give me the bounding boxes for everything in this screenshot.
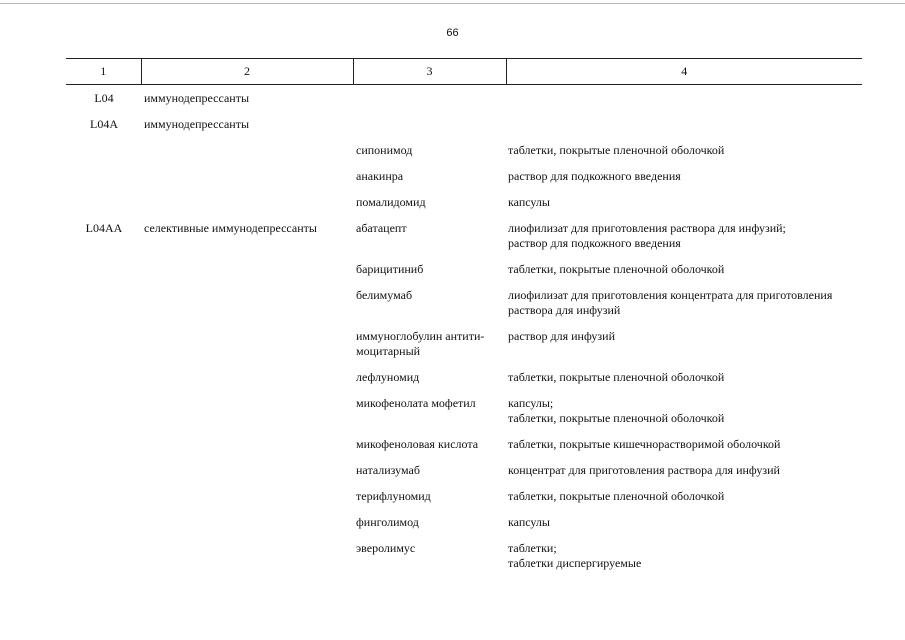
- drug-name: [356, 169, 506, 184]
- dosage-form: [508, 370, 868, 385]
- drug-name-line: эверолимус: [356, 541, 416, 555]
- drug-name: [356, 329, 506, 359]
- drug-name: [356, 541, 506, 556]
- dosage-form: [508, 221, 868, 251]
- drug-name-line: иммуноглобулин антити-: [356, 329, 485, 343]
- drug-name-line: барицитиниб: [356, 262, 424, 276]
- atc-code: L04AA: [85, 221, 123, 235]
- dosage-form-line: таблетки диспергируемые: [508, 556, 642, 570]
- drug-name: [356, 370, 506, 385]
- group-name: иммунодепрессанты: [144, 91, 250, 105]
- drug-name-line: помалидомид: [356, 195, 426, 209]
- dosage-form-line: таблетки, покрытые кишечнорастворимой оболочкой: [508, 437, 781, 451]
- dosage-form-line: раствор для подкожного введения: [508, 236, 681, 250]
- dosage-form: [508, 143, 868, 158]
- drug-name-line: моцитарный: [356, 344, 421, 358]
- drug-name: [356, 396, 506, 411]
- dosage-form-line: капсулы: [508, 195, 550, 209]
- dosage-form: [508, 396, 868, 426]
- group-name: иммунодепрессанты: [144, 117, 250, 131]
- drug-name-line: микофеноловая кислота: [356, 437, 479, 451]
- atc-code: L04A: [90, 117, 118, 131]
- drug-name: [356, 143, 506, 158]
- drug-name: [356, 463, 506, 478]
- drug-name-line: белимумаб: [356, 288, 413, 302]
- dosage-form-line: лиофилизат для приготовления концентрата для приготовления: [508, 288, 833, 302]
- dosage-form-line: раствор для инфузий: [508, 329, 615, 343]
- column-header-2: 2: [141, 59, 353, 85]
- dosage-form: [508, 262, 868, 277]
- drug-name: [356, 437, 506, 452]
- drug-name-line: натализумаб: [356, 463, 420, 477]
- top-rule: [0, 3, 905, 4]
- column-header-4: 4: [506, 59, 862, 85]
- drug-name-line: абатацепт: [356, 221, 407, 235]
- dosage-form-line: таблетки;: [508, 541, 557, 555]
- page-number: 66: [446, 27, 459, 39]
- dosage-form-line: концентрат для приготовления раствора для инфузий: [508, 463, 780, 477]
- dosage-form: [508, 463, 868, 478]
- drug-name-line: микофенолата мофетил: [356, 396, 476, 410]
- dosage-form-line: раствора для инфузий: [508, 303, 621, 317]
- dosage-form-line: таблетки, покрытые пленочной оболочкой: [508, 411, 725, 425]
- column-header-3: 3: [353, 59, 506, 85]
- drug-name: [356, 195, 506, 210]
- atc-code: L04: [94, 91, 114, 105]
- column-header-table: [66, 58, 862, 85]
- dosage-form-line: таблетки, покрытые пленочной оболочкой: [508, 262, 725, 276]
- dosage-form-line: таблетки, покрытые пленочной оболочкой: [508, 143, 725, 157]
- drug-name: [356, 262, 506, 277]
- dosage-form: [508, 329, 868, 344]
- drug-name: [356, 221, 506, 236]
- group-name: селективные иммунодепрессанты: [144, 221, 317, 235]
- dosage-form-line: таблетки, покрытые пленочной оболочкой: [508, 370, 725, 384]
- dosage-form: [508, 437, 868, 452]
- drug-name-line: финголимод: [356, 515, 419, 529]
- dosage-form: [508, 169, 868, 184]
- dosage-form-line: капсулы;: [508, 396, 554, 410]
- drug-name-line: анакинра: [356, 169, 404, 183]
- dosage-form-line: раствор для подкожного введения: [508, 169, 681, 183]
- drug-name-line: сипонимод: [356, 143, 413, 157]
- dosage-form: [508, 541, 868, 571]
- dosage-form-line: таблетки, покрытые пленочной оболочкой: [508, 489, 725, 503]
- drug-name: [356, 515, 506, 530]
- dosage-form-line: капсулы: [508, 515, 550, 529]
- drug-name: [356, 288, 506, 303]
- dosage-form: [508, 288, 868, 318]
- column-header-1: 1: [66, 59, 141, 85]
- drug-name: [356, 489, 506, 504]
- dosage-form: [508, 489, 868, 504]
- column-header-row: [66, 59, 862, 85]
- drug-name-line: лефлуномид: [356, 370, 420, 384]
- dosage-form: [508, 515, 868, 530]
- dosage-form: [508, 195, 868, 210]
- drug-name-line: терифлуномид: [356, 489, 431, 503]
- dosage-form-line: лиофилизат для приготовления раствора для инфузий;: [508, 221, 786, 235]
